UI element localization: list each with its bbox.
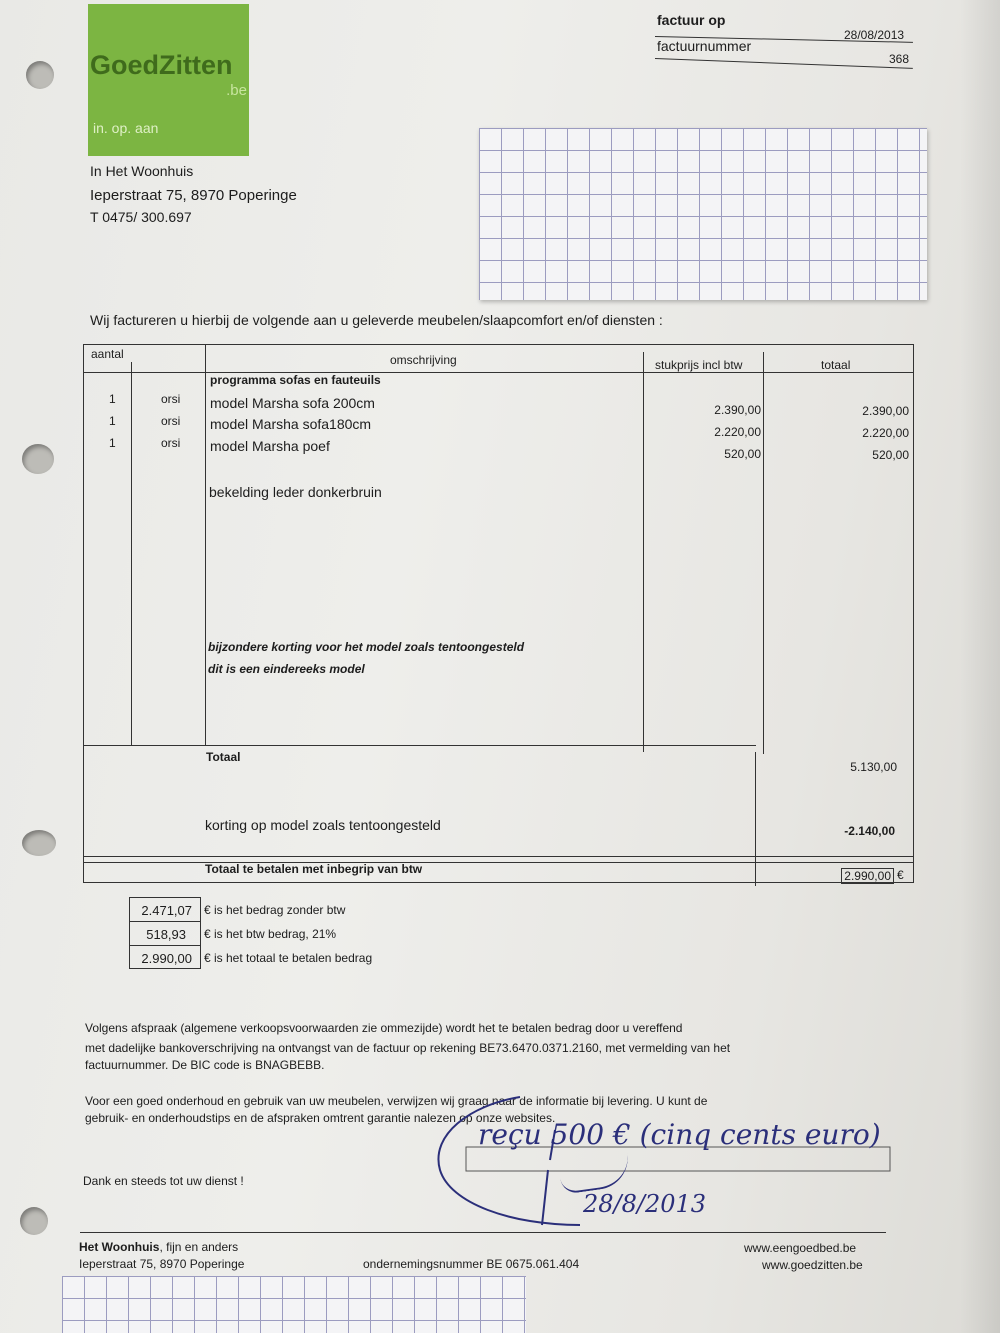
payment-terms: Volgens afspraak (algemene verkoopsvoorwaarden zie ommezijde) wordt het te betalen bedrag door u vereffend bbox=[85, 1021, 683, 1035]
vat-amount: 2.990,00 bbox=[141, 951, 192, 966]
table-divider bbox=[643, 352, 644, 752]
payment-terms: met dadelijke bankoverschrijving na ontvangst van de factuur op rekening BE73.6470.0371.2160, met vermelding van het bbox=[85, 1041, 731, 1055]
footer-website[interactable]: www.eengoedbed.be bbox=[744, 1241, 857, 1255]
row-unit-price: 2.390,00 bbox=[714, 403, 761, 417]
invoice-number: 368 bbox=[889, 52, 910, 66]
table-divider bbox=[84, 372, 913, 373]
vat-amount: 518,93 bbox=[146, 927, 186, 942]
company-name: In Het Woonhuis bbox=[90, 163, 194, 179]
logo-tagline: in. op. aan bbox=[93, 120, 159, 136]
footer-vat-number: ondernemingsnummer BE 0675.061.404 bbox=[363, 1257, 580, 1271]
footer-name: Het Woonhuis, fijn en anders bbox=[79, 1240, 239, 1254]
row-unit-price: 520,00 bbox=[724, 447, 761, 461]
thanks-text: Dank en steeds tot uw dienst ! bbox=[83, 1174, 244, 1188]
row-qty: 1 bbox=[109, 436, 116, 450]
table-divider bbox=[755, 752, 756, 886]
binder-hole bbox=[22, 444, 54, 474]
care-info: gebruik- en onderhoudstips en de afspraken omtrent garantie nalezen op onze websites. bbox=[85, 1111, 556, 1125]
intro-text: Wij factureren u hierbij de volgende aan u geleverde meubelen/slaapcomfort en/of diensten : bbox=[90, 312, 663, 328]
care-info: Voor een goed onderhoud en gebruik van uw meubelen, verwijzen wij graag naar de informatie bij levering. U kunt de bbox=[85, 1094, 708, 1108]
handwritten-note: reçu 500 € (cinq cents euro) bbox=[478, 1118, 881, 1151]
row-code: orsi bbox=[161, 392, 181, 406]
total-value: 5.130,00 bbox=[850, 760, 897, 774]
table-divider bbox=[763, 352, 764, 754]
company-logo bbox=[88, 4, 249, 156]
table-divider bbox=[84, 856, 913, 857]
company-address: Ieperstraat 75, 8970 Poperinge bbox=[90, 187, 297, 204]
payment-terms: factuurnummer. De BIC code is BNAGBEBB. bbox=[85, 1058, 325, 1072]
page-edge-shadow bbox=[960, 0, 1000, 1333]
company-phone: T 0475/ 300.697 bbox=[90, 209, 192, 225]
table-divider bbox=[130, 921, 200, 922]
vat-label: € is het bedrag zonder btw bbox=[204, 903, 346, 917]
footer-website[interactable]: www.goedzitten.be bbox=[762, 1258, 863, 1272]
covering-grid-paper bbox=[479, 128, 927, 300]
header-unit-price: stukprijs incl btw bbox=[655, 358, 743, 372]
logo-tld: .be bbox=[226, 82, 247, 99]
discount-label: korting op model zoals tentoongesteld bbox=[205, 817, 441, 833]
row-qty: 1 bbox=[109, 414, 116, 428]
row-unit-price: 2.220,00 bbox=[714, 425, 761, 439]
currency-symbol: € bbox=[897, 868, 904, 882]
footer-address: Ieperstraat 75, 8970 Poperinge bbox=[79, 1257, 245, 1271]
discount-value: -2.140,00 bbox=[844, 824, 895, 838]
table-divider bbox=[131, 362, 132, 746]
vat-label: € is het btw bedrag, 21% bbox=[204, 927, 337, 941]
invoice-date: 28/08/2013 bbox=[844, 28, 905, 42]
header-total: totaal bbox=[821, 358, 851, 372]
row-code: orsi bbox=[161, 436, 181, 450]
row-desc: model Marsha sofa 200cm bbox=[210, 395, 375, 411]
special-note: bijzondere korting voor het model zoals tentoongesteld bbox=[208, 640, 525, 654]
row-total: 2.390,00 bbox=[862, 404, 909, 418]
row-total: 2.220,00 bbox=[862, 426, 909, 440]
invoice-number-label: factuurnummer bbox=[657, 38, 752, 54]
table-divider bbox=[130, 945, 200, 946]
binder-hole bbox=[26, 61, 54, 89]
upholstery-note: bekelding leder donkerbruin bbox=[209, 484, 382, 500]
handwritten-date: 28/8/2013 bbox=[583, 1190, 707, 1218]
grand-total-value: 2.990,00 bbox=[841, 868, 894, 884]
table-divider bbox=[205, 345, 206, 746]
header-desc: omschrijving bbox=[390, 353, 457, 367]
footer-divider bbox=[80, 1232, 886, 1233]
row-total: 520,00 bbox=[872, 448, 909, 462]
row-desc: model Marsha poef bbox=[210, 438, 330, 454]
grand-total-label: Totaal te betalen met inbegrip van btw bbox=[205, 862, 423, 876]
program-title: programma sofas en fauteuils bbox=[210, 373, 381, 387]
header-qty: aantal bbox=[91, 347, 124, 361]
covering-grid-paper bbox=[62, 1276, 526, 1333]
binder-hole bbox=[22, 830, 56, 856]
handwritten-annotation-lines bbox=[430, 1085, 900, 1245]
total-label: Totaal bbox=[206, 750, 241, 764]
special-note: dit is een eindereeks model bbox=[208, 662, 365, 676]
table-divider bbox=[84, 745, 756, 746]
vat-label: € is het totaal te betalen bedrag bbox=[204, 951, 373, 965]
vat-amount: 2.471,07 bbox=[141, 903, 192, 918]
invoice-date-label: factuur op bbox=[657, 12, 726, 28]
logo-name: GoedZitten bbox=[90, 50, 233, 80]
binder-hole bbox=[20, 1207, 48, 1235]
divider bbox=[655, 58, 913, 69]
row-desc: model Marsha sofa180cm bbox=[210, 416, 372, 432]
invoice-table bbox=[83, 344, 914, 883]
row-qty: 1 bbox=[109, 392, 116, 406]
row-code: orsi bbox=[161, 414, 181, 428]
